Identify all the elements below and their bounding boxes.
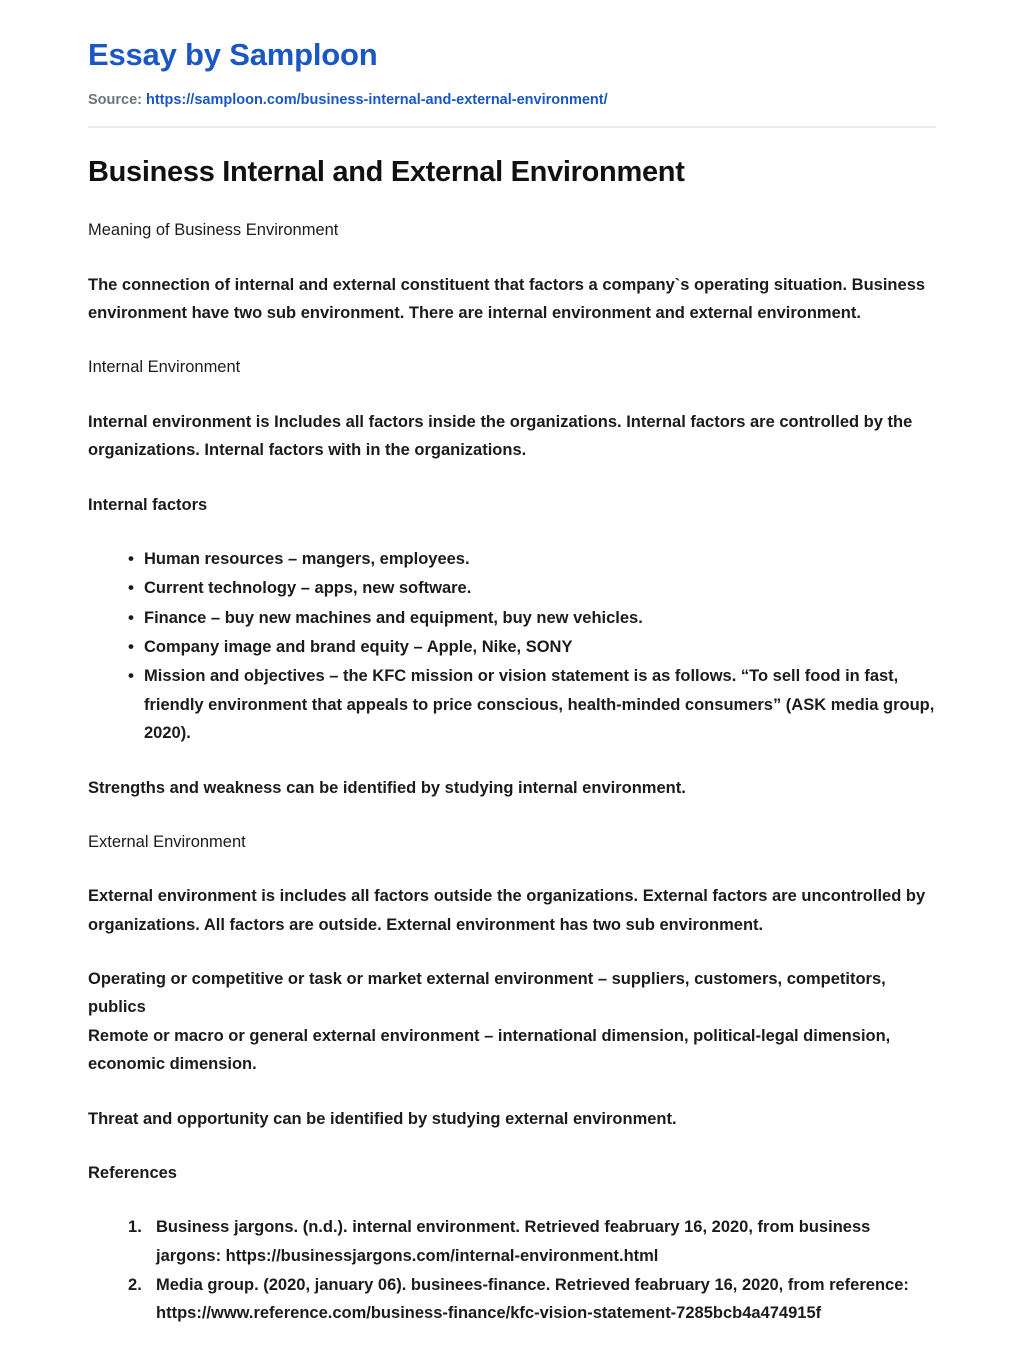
internal-environment-heading: Internal Environment <box>88 358 241 377</box>
internal-environment-paragraph: Internal environment is Includes all factors inside the organizations. Internal factors are controlled by the organizations. Internal factors with in the organizations. <box>88 412 913 460</box>
external-sub-operating: Operating or competitive or task or market external environment – suppliers, customers, competitors, publics <box>88 970 886 1017</box>
references-heading: References <box>88 1163 177 1182</box>
source-label: Source: <box>88 92 142 109</box>
internal-factors-heading: Internal factors <box>88 495 208 514</box>
header-divider <box>88 126 936 128</box>
meaning-heading: Meaning of Business Environment <box>88 221 339 240</box>
references-list <box>88 1213 936 1328</box>
external-sub-remote: Remote or macro or general external environment – international dimension, political-legal dimension, economic dimension. <box>88 1026 891 1074</box>
list-item: • Finance – buy new machines and equipment, buy new vehicles. <box>128 604 936 632</box>
source-row <box>88 91 936 110</box>
meaning-paragraph: The connection of internal and external constituent that factors a company`s operating situation. Business environment have two sub environment. There are internal environment and external environment. <box>88 275 926 323</box>
list-item: Business jargons. (n.d.). internal environment. Retrieved feabruary 16, 2020, from business jargons: https://businessjargons.com/internal-environment.html <box>156 1218 871 1265</box>
strengths-weakness-line: Strengths and weakness can be identified by studying internal environment. <box>88 778 686 797</box>
source-url-link[interactable]: https://samploon.com/business-internal-and-external-environment/ <box>146 92 608 109</box>
external-environment-heading: External Environment <box>88 832 246 851</box>
site-logo[interactable]: Essay by Samploon <box>88 37 378 72</box>
list-item: • Company image and brand equity – Apple, Nike, SONY <box>128 633 936 661</box>
external-environment-paragraph: External environment is includes all factors outside the organizations. External factors are uncontrolled by organizations. All factors are outside. External environment has two sub environment. <box>88 887 926 934</box>
external-sub-environments <box>88 965 936 1079</box>
page-title: Business Internal and External Environment <box>88 156 685 189</box>
article-body <box>88 216 936 1328</box>
internal-factors-list <box>88 545 936 748</box>
list-item: • Mission and objectives – the KFC mission or vision statement is as follows. “To sell food in fast, friendly environment that appeals to price conscious, health-minded consumers” (ASK media group, 2020). <box>128 662 936 747</box>
threat-opportunity-line: Threat and opportunity can be identified by studying external environment. <box>88 1109 677 1128</box>
list-item: • Current technology – apps, new software. <box>128 574 936 602</box>
list-item: Media group. (2020, january 06). businees-finance. Retrieved feabruary 16, 2020, from reference: https://www.reference.com/business-finance/kfc-vision-statement-7285bcb4a474915f <box>156 1276 909 1323</box>
list-item: • Human resources – mangers, employees. <box>128 545 936 573</box>
